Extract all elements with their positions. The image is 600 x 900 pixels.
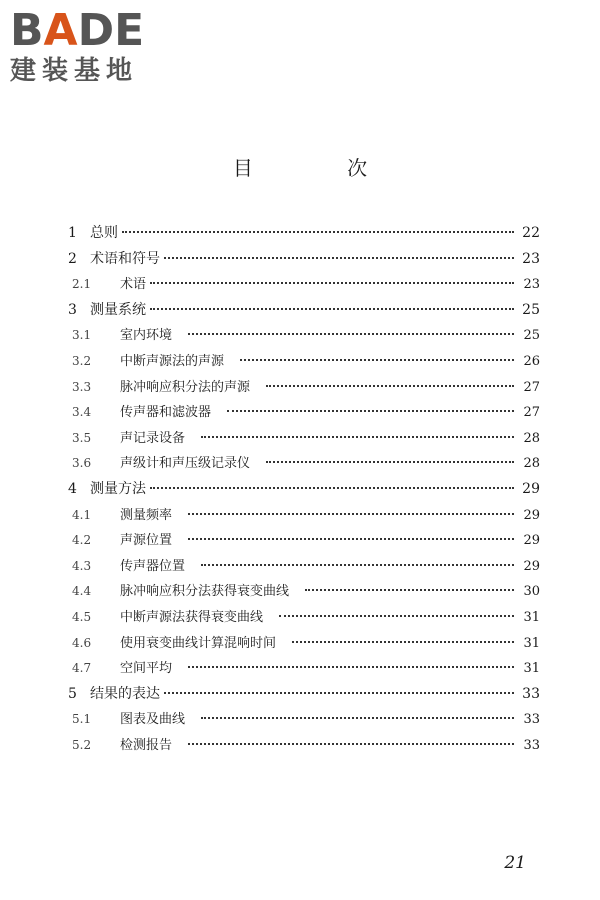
toc-entry-number: 4.4 [72, 584, 92, 599]
toc-entry-number: 4 [68, 480, 77, 497]
toc-entry-number: 3 [68, 301, 77, 318]
dot-leader [293, 589, 514, 591]
dot-leader [280, 641, 514, 643]
toc-entry[interactable] [68, 299, 540, 325]
toc-entry-number: 3.5 [72, 430, 92, 445]
toc-entry-number: 5.1 [72, 712, 92, 727]
toc-entry-number: 3.1 [72, 328, 92, 343]
toc-entry[interactable] [68, 273, 540, 299]
toc-entry-title: 测量系统 [90, 301, 146, 318]
toc-entry-title: 图表及曲线 [120, 712, 186, 728]
dot-leader [150, 282, 514, 284]
toc-entry-number: 1 [68, 225, 77, 241]
dot-leader [176, 743, 514, 745]
toc-entry-title: 脉冲响应积分法获得衰变曲线 [120, 584, 290, 600]
toc-entry-title: 测量频率 [120, 507, 173, 523]
toc-entry[interactable] [68, 708, 540, 734]
dot-leader [176, 666, 514, 668]
toc-entry-number: 3.2 [72, 353, 92, 368]
toc-entry-page: 26 [523, 353, 540, 369]
toc-entry-title: 声源位置 [120, 533, 173, 549]
toc-entry-page: 31 [523, 635, 540, 651]
toc-entry-page: 23 [523, 277, 540, 293]
dot-leader [267, 615, 514, 617]
toc-entry-page: 22 [522, 225, 540, 241]
toc-entry[interactable] [68, 478, 540, 504]
toc-entry-title: 检测报告 [120, 737, 173, 753]
toc-entry-number: 4.5 [72, 609, 92, 624]
toc-entry-title: 结果的表达 [90, 685, 160, 702]
toc-entry-page: 28 [523, 456, 540, 472]
toc-entry[interactable] [68, 683, 540, 709]
toc-entry-title: 声记录设备 [120, 430, 186, 446]
toc-entry-title: 传声器位置 [120, 558, 186, 574]
toc-entry[interactable] [68, 632, 540, 658]
toc-entry-page: 33 [523, 712, 540, 728]
toc-entry-page: 25 [522, 301, 540, 318]
toc-entry-number: 3.4 [72, 405, 92, 420]
page-title: 目 次 [232, 156, 412, 180]
toc-entry[interactable] [68, 401, 540, 427]
toc-entry[interactable] [68, 504, 540, 530]
toc-entry-title: 术语 [120, 277, 147, 293]
toc-entry-title: 测量方法 [90, 480, 146, 497]
dot-leader [189, 564, 514, 566]
toc-entry-page: 29 [522, 480, 540, 497]
dot-leader [254, 385, 514, 387]
dot-leader [164, 692, 514, 694]
toc-entry[interactable] [68, 452, 540, 478]
toc-entry-number: 4.2 [72, 533, 92, 548]
dot-leader [215, 410, 514, 412]
toc-entry-title: 中断声源法获得衰变曲线 [120, 609, 264, 625]
toc-entry[interactable] [68, 350, 540, 376]
toc-entry[interactable] [68, 580, 540, 606]
toc-entry-page: 33 [523, 737, 540, 753]
toc-entry-title: 术语和符号 [90, 250, 160, 267]
dot-leader [122, 231, 514, 233]
toc-entry-page: 29 [523, 507, 540, 523]
table-of-contents [68, 222, 540, 759]
dot-leader [150, 487, 514, 489]
toc-entry-page: 31 [523, 609, 540, 625]
toc-entry-number: 4.6 [72, 635, 92, 650]
toc-entry[interactable] [68, 248, 540, 274]
toc-entry-number: 2.1 [72, 277, 92, 292]
dot-leader [176, 538, 514, 540]
toc-entry-title: 脉冲响应积分法的声源 [120, 379, 251, 395]
toc-entry[interactable] [68, 376, 540, 402]
brand-logo [10, 5, 180, 86]
toc-entry-page: 30 [523, 584, 540, 600]
dot-leader [189, 717, 514, 719]
toc-entry-page: 31 [523, 661, 540, 677]
toc-entry-page: 27 [523, 405, 540, 421]
dot-leader [189, 436, 514, 438]
dot-leader [150, 308, 514, 310]
toc-entry[interactable] [68, 427, 540, 453]
toc-entry-page: 33 [522, 685, 540, 702]
toc-entry-title: 传声器和滤波器 [120, 405, 212, 421]
toc-entry-number: 5 [68, 685, 77, 702]
toc-entry-title: 总则 [90, 225, 118, 241]
toc-entry-title: 空间平均 [120, 661, 173, 677]
toc-entry-page: 28 [523, 430, 540, 446]
toc-entry-title: 使用衰变曲线计算混响时间 [120, 635, 277, 651]
dot-leader [176, 513, 514, 515]
dot-leader [164, 257, 514, 259]
toc-entry[interactable] [68, 734, 540, 760]
dot-leader [254, 461, 514, 463]
toc-entry-title: 中断声源法的声源 [120, 353, 225, 369]
toc-entry[interactable] [68, 324, 540, 350]
toc-entry-page: 27 [523, 379, 540, 395]
toc-entry-page: 29 [523, 558, 540, 574]
toc-entry-number: 4.1 [72, 507, 92, 522]
toc-entry-number: 3.6 [72, 456, 92, 471]
logo-wordmark: BADE [10, 5, 145, 56]
toc-entry-number: 3.3 [72, 379, 92, 394]
toc-entry-title: 室内环境 [120, 328, 173, 344]
toc-entry[interactable] [68, 606, 540, 632]
dot-leader [176, 333, 514, 335]
toc-entry-number: 5.2 [72, 737, 92, 752]
dot-leader [228, 359, 514, 361]
logo-subtitle: 建装基地 [10, 56, 139, 86]
toc-entry[interactable] [68, 529, 540, 555]
toc-entry-number: 4.7 [72, 661, 92, 676]
toc-entry-page: 23 [522, 250, 540, 267]
page-number: 21 [504, 853, 526, 873]
toc-entry-number: 2 [68, 250, 77, 267]
toc-entry-title: 声级计和声压级记录仪 [120, 456, 251, 472]
toc-entry-page: 29 [523, 533, 540, 549]
toc-entry-page: 25 [523, 328, 540, 344]
toc-entry[interactable] [68, 555, 540, 581]
toc-entry[interactable] [68, 657, 540, 683]
toc-entry[interactable] [68, 222, 540, 248]
toc-entry-number: 4.3 [72, 558, 92, 573]
